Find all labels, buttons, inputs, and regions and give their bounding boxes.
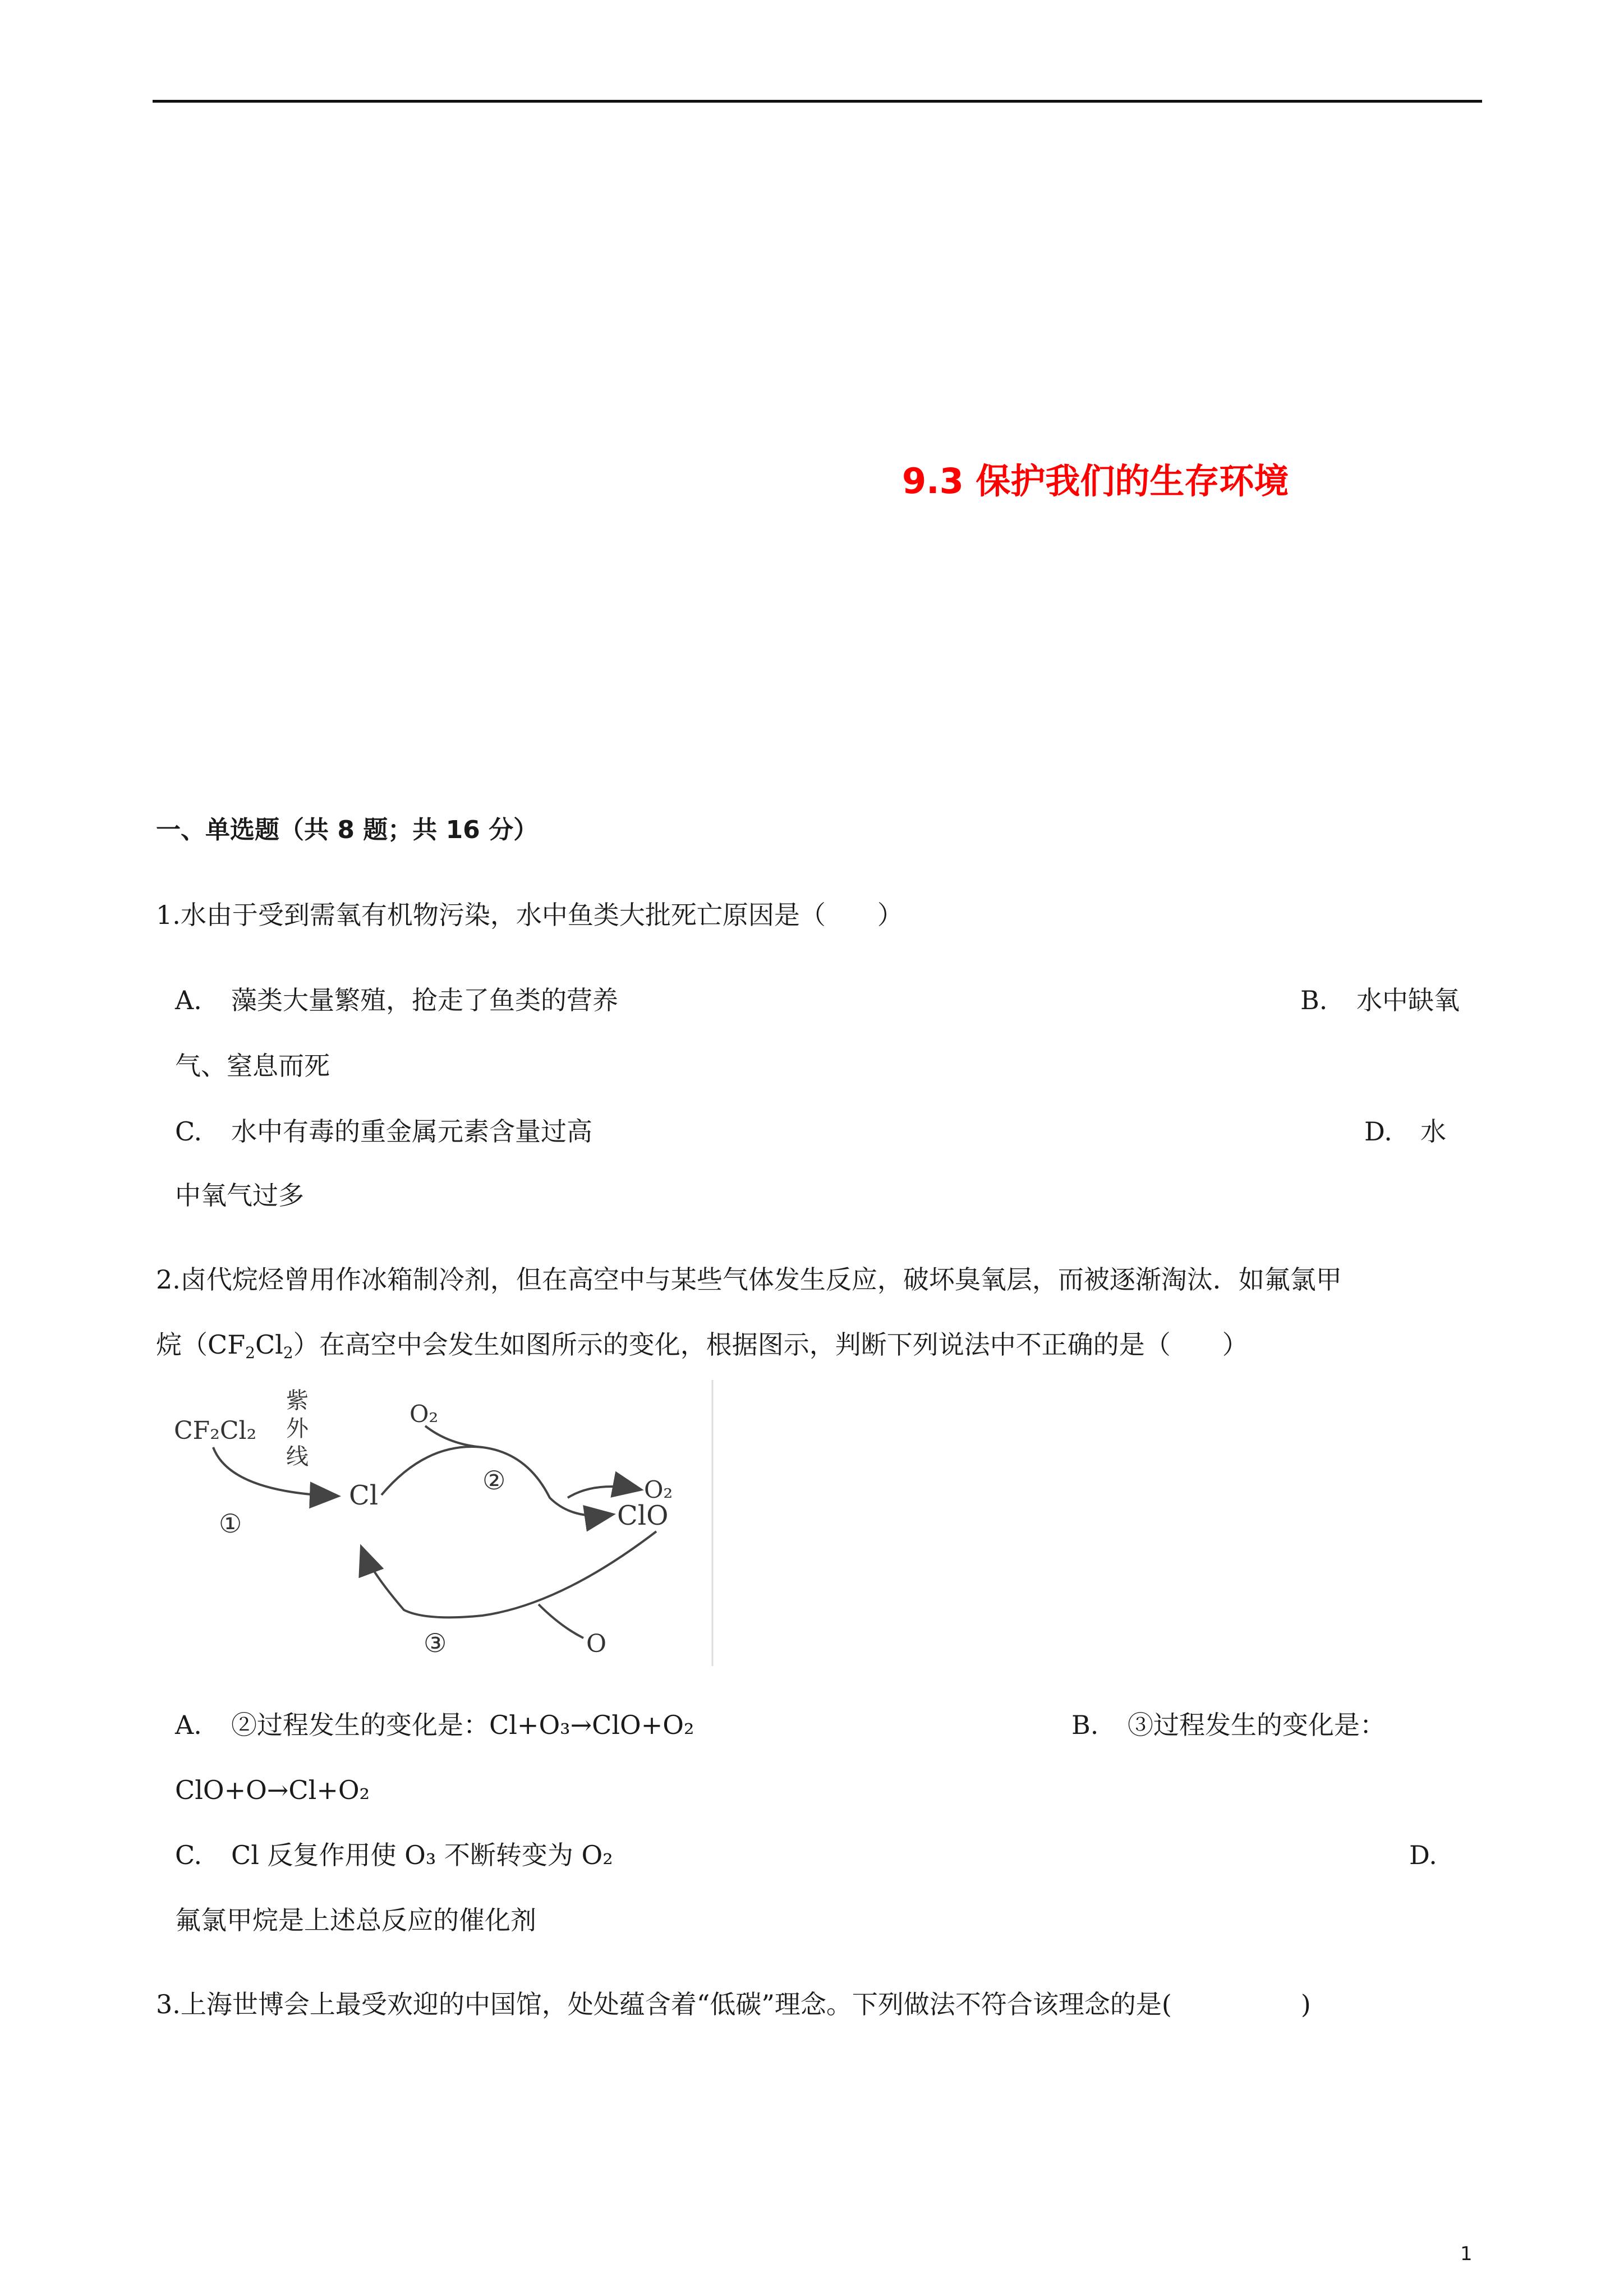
option-letter: C. (175, 1840, 203, 1870)
o-in-line (539, 1604, 583, 1638)
q2-stem-line1: 2.卤代烷烃曾用作冰箱制冷剂，但在高空中与某些气体发生反应，破坏臭氧层，而被逐渐淘汰．如氟氯甲 (156, 1264, 1342, 1295)
step1-label: ① (219, 1508, 242, 1539)
reactant-label: CF₂Cl₂ (174, 1416, 257, 1445)
cl-label: Cl (349, 1480, 379, 1511)
page-number: 1 (1460, 2243, 1473, 2265)
q2-option-b-cont: ClO+O→Cl+O₂ (175, 1775, 370, 1805)
o2-out-label: O₂ (644, 1476, 673, 1503)
step3-label: ③ (424, 1628, 447, 1658)
q1-option-b (1300, 987, 1460, 1013)
option-text: Cl 反复作用使 O₃ 不断转变为 O₂ (231, 1840, 613, 1870)
option-text: 水中缺氧 (1356, 985, 1460, 1015)
option-letter: D. (1409, 1840, 1437, 1870)
o2-out-arrow (568, 1487, 640, 1498)
q2-option-c (175, 1842, 613, 1868)
q1-stem: 1.水由于受到需氧有机物污染，水中鱼类大批死亡原因是（ ） (156, 900, 903, 930)
page-title: 9.3 保护我们的生存环境 (902, 461, 1289, 501)
o2-in-line (425, 1426, 482, 1447)
q1-option-c (175, 1116, 592, 1147)
option-text: ②过程发生的变化是：Cl+O₃→ClO+O₂ (231, 1710, 694, 1740)
option-letter: D. (1364, 1116, 1392, 1147)
option-text: ③过程发生的变化是： (1128, 1710, 1386, 1740)
option-letter: B. (1071, 1710, 1099, 1740)
uv-label-1: 紫 (286, 1388, 309, 1414)
q2-option-a (175, 1712, 694, 1738)
o-label: O (586, 1630, 607, 1658)
clo-label: ClO (617, 1500, 669, 1531)
q2-option-d-cont: 氟氯甲烷是上述总反应的催化剂 (175, 1905, 536, 1935)
step2-label: ② (482, 1465, 506, 1496)
o2-in-label: O₂ (410, 1400, 439, 1428)
q3-stem: 3.上海世博会上最受欢迎的中国馆，处处蕴含着“低碳”理念。下列做法不符合该理念的是( ) (156, 1989, 1311, 2019)
step3-arrow (362, 1531, 656, 1617)
q1-option-b-cont: 气、窒息而死 (175, 1051, 330, 1081)
option-letter: A. (175, 1710, 202, 1740)
q1-option-d (1364, 1116, 1446, 1147)
section-heading: 一、单选题（共 8 题；共 16 分） (156, 816, 539, 844)
uv-label-2: 外 (286, 1416, 309, 1442)
uv-label-3: 线 (286, 1444, 309, 1470)
option-text: 藻类大量繁殖，抢走了鱼类的营养 (231, 985, 618, 1015)
q1-option-d-cont: 中氧气过多 (175, 1180, 304, 1211)
option-text: 水中有毒的重金属元素含量过高 (231, 1116, 592, 1147)
option-letter: B. (1300, 985, 1328, 1015)
q1-option-a (175, 987, 618, 1013)
q2-stem-line2: 烷$(CF_2Cl_2)$在高空中会发生如图所示的变化，根据图示，判断下列说法中不正确的是（ ） (156, 1329, 1248, 1362)
step1-arrow (213, 1447, 337, 1496)
option-letter: C. (175, 1116, 203, 1147)
q2-option-b (1071, 1712, 1386, 1738)
option-text: 水 (1420, 1116, 1446, 1147)
ozone-cycle-diagram (168, 1380, 718, 1666)
q2-option-d (1409, 1842, 1437, 1868)
option-letter: A. (175, 985, 202, 1015)
header-rule (153, 100, 1482, 103)
